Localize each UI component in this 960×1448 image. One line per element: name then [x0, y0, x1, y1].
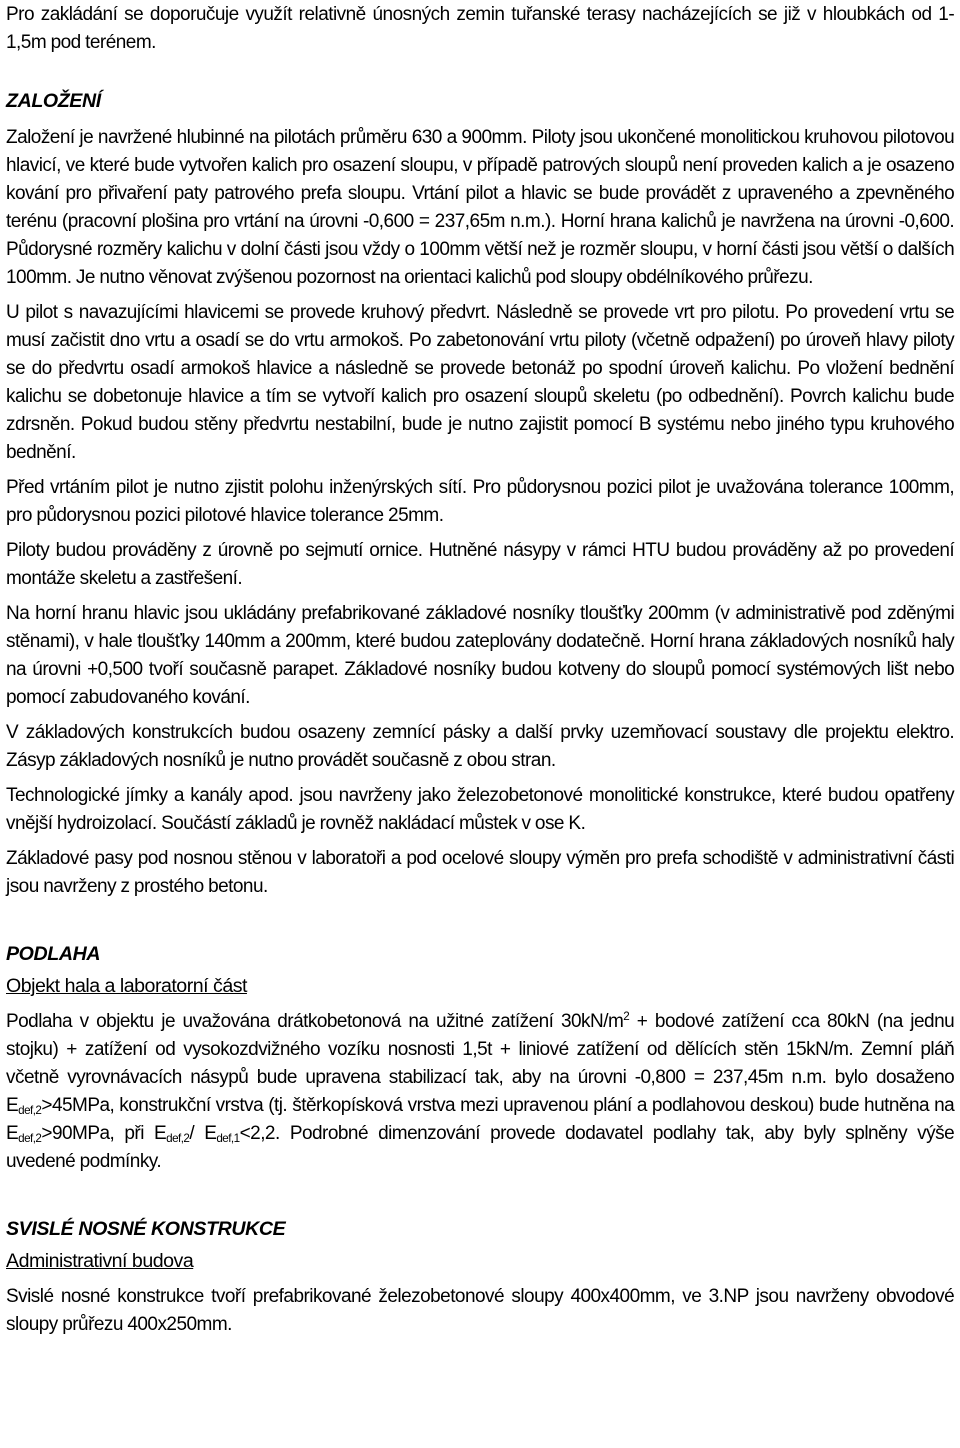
- podlaha-sub-def2-b: def,2: [18, 1131, 42, 1145]
- podlaha-sup-2: 2: [623, 1009, 630, 1023]
- zalozeni-paragraph-3: Před vrtáním pilot je nutno zjistit polohu inženýrských sítí. Pro půdorysnou pozici pilot je uvažována tolerance 100mm, pro půdorysnou pozici pilotové hlavice tolerance 25mm.: [6, 476, 955, 526]
- podlaha-text-4: >90MPa, při E: [41, 1122, 167, 1144]
- podlaha-text-1: Podlaha v objektu je uvažována drátkobetonová na užitné zatížení 30kN/m: [6, 1010, 624, 1032]
- zalozeni-paragraph-2: U pilot s navazujícími hlavicemi se provede kruhový předvrt. Následně se provede vrt pro pilotu. Po provedení vrtu se musí začistit dno vrtu a osadí se do vrtu armokoš. Po zabetonování vrtu piloty (včetně odpažení) po úroveň hlavy piloty se do předvrtu osadí armokoš hlavice a následně se provede betonáž po spodní úroveň kalichu. Po vložení bednění kalichu se dobetonuje hlavice a tím se vytvoří kalich pro osazení sloupů skeletu (po odbednění). Povrch kalichu bude zdrsněn. Pokud budou stěny předvrtu nestabilní, bude je nutno zajistit pomocí B systému nebo jiného typu kruhového bednění.: [6, 301, 955, 463]
- section-heading-svisle: SVISLÉ NOSNÉ KONSTRUKCE: [6, 1218, 286, 1240]
- zalozeni-paragraph-8: Základové pasy pod nosnou stěnou v laboratoři a pod ocelové sloupy výměn pro prefa schodiště v administrativní části jsou navrženy z prostého betonu.: [6, 847, 955, 897]
- zalozeni-paragraph-5: Na horní hranu hlavic jsou ukládány prefabrikované základové nosníky tloušťky 200mm (v administrativě pod zděnými stěnami), v hale tloušťky 140mm a 200mm, které budou zateplovány dodatečně. Horní hrana základových nosníků haly na úrovni +0,500 tvoří současně parapet. Základové nosníky budou kotveny do sloupů pomocí systémových lišt nebo pomocí zabudovaného kování.: [6, 602, 955, 708]
- subheading-administrativni-budova: Administrativní budova: [6, 1250, 194, 1272]
- section-heading-zalozeni: ZALOŽENÍ: [6, 90, 101, 112]
- podlaha-text-3: >45MPa, konstrukční vrstva (tj. štěrkopísková vrstva mezi upravenou plání a podlahovou deskou) bude hutněna na E: [6, 1094, 955, 1144]
- podlaha-sub-def1: def,1: [216, 1131, 240, 1145]
- spacer: [6, 115, 955, 123]
- podlaha-text-2: + bodové zatížení cca 80kN (na jednu stojku) + zatížení od vysokozdvižného vozíku nosnosti 1,5t + liniové zatížení od dělících stěn 15kN/m. Zemní pláň včetně vyrovnávacích násypů bude upravena stabilizací tak, aby na úrovni -0,800 = 237,45m n.m. bylo dosaženo E: [6, 1010, 955, 1116]
- spacer: [6, 907, 955, 940]
- subheading-objekt-hala: Objekt hala a laboratorní část: [6, 975, 247, 997]
- zalozeni-paragraph-1: Založení je navržené hlubinné na pilotách průměru 630 a 900mm. Piloty jsou ukončené monolitickou kruhovou pilotovou hlavicí, ve které bude vytvořen kalich pro osazení sloupu, v případě patrových sloupů není proveden kalich a je osazeno kování pro přivaření paty patrového prefa sloupu. Vrtání pilot a hlavic se bude provádět z upraveného a zpevněného terénu (pracovní plošina pro vrtání na úrovni -0,600 = 237,65m n.m.). Horní hrana kalichů je navržena na úrovni -0,600. Půdorysné rozměry kalichu v dolní části jsou vždy o 100mm větší než je rozměr sloupu, v horní části jsou větší o dalších 100mm. Je nutno věnovat zvýšenou pozornost na orientaci kalichů pod sloupy obdélníkového průřezu.: [6, 126, 955, 288]
- intro-paragraph: Pro zakládání se doporučuje využít relativně únosných zemin tuřanské terasy nacházejících se již v hloubkách od 1-1,5m pod terénem.: [6, 3, 955, 53]
- podlaha-sub-def2-a: def,2: [18, 1103, 42, 1117]
- spacer: [6, 63, 955, 87]
- zalozeni-paragraph-6: V základových konstrukcích budou osazeny zemnící pásky a další prvky uzemňovací soustavy dle projektu elektro. Zásyp základových nosníků je nutno provádět současně z obou stran.: [6, 721, 955, 771]
- svisle-paragraph-1: Svislé nosné konstrukce tvoří prefabrikované železobetonové sloupy 400x400mm, ve 3.NP jsou navrženy obvodové sloupy průřezu 400x250mm.: [6, 1285, 955, 1335]
- section-heading-podlaha: PODLAHA: [6, 943, 101, 965]
- podlaha-sub-def2-c: def,2: [166, 1131, 190, 1145]
- zalozeni-paragraph-4: Piloty budou prováděny z úrovně po sejmutí ornice. Hutněné násypy v rámci HTU budou prováděny až po provedení montáže skeletu a zastřešení.: [6, 539, 955, 589]
- spacer: [6, 1182, 955, 1215]
- podlaha-text-5: / E: [189, 1122, 217, 1144]
- podlaha-text-6: <2,2. Podrobné dimenzování provede dodavatel podlahy tak, aby byly splněny výše uvedené podmínky.: [6, 1122, 955, 1172]
- zalozeni-paragraph-7: Technologické jímky a kanály apod. jsou navrženy jako železobetonové monolitické konstrukce, které budou opatřeny vnější hydroizolací. Součástí základů je rovněž nakládací můstek v ose K.: [6, 784, 955, 834]
- podlaha-paragraph: [6, 1007, 954, 1175]
